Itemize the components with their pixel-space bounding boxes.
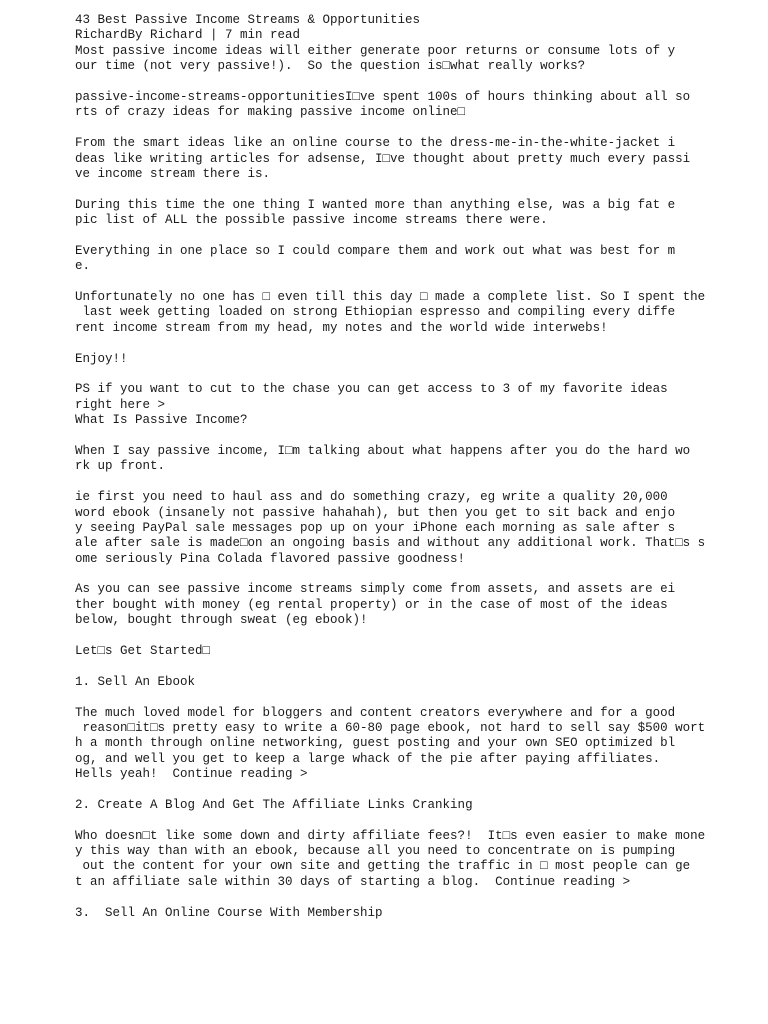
paragraph-line: When I say passive income, I□m talking about what happens after you do the hard wo	[75, 443, 691, 458]
paragraph-line: During this time the one thing I wanted more than anything else, was a big fat e	[75, 197, 676, 212]
paragraph-gap	[75, 890, 755, 905]
paragraph-line: below, bought through sweat (eg ebook)!	[75, 613, 368, 628]
paragraph-line: rts of crazy ideas for making passive income online□	[75, 105, 466, 120]
paragraph-line: rent income stream from my head, my notes and the world wide interwebs!	[75, 320, 608, 335]
paragraph-line: passive-income-streams-opportunitiesI□ve spent 100s of hours thinking about all so	[75, 89, 691, 104]
document-page	[75, 13, 755, 921]
paragraph-line: ve income stream there is.	[75, 166, 271, 181]
paragraph-line: e.	[75, 259, 91, 274]
paragraph-gap	[75, 813, 755, 828]
paragraph-line: Who doesn□t like some down and dirty affiliate fees?! It□s even easier to make mone	[75, 828, 706, 843]
paragraph-line: word ebook (insanely not passive hahahah), but then you get to sit back and enjo	[75, 505, 676, 520]
document-title: 43 Best Passive Income Streams & Opportunities	[75, 13, 421, 27]
section-heading: 2. Create A Blog And Get The Affiliate Links Cranking	[75, 797, 473, 812]
paragraph-gap	[75, 228, 755, 243]
paragraph-line: Hells yeah! Continue reading >	[75, 767, 308, 782]
paragraph-line: h a month through online networking, guest posting and your own SEO optimized bl	[75, 736, 676, 751]
paragraph-line: ome seriously Pina Colada flavored passive goodness!	[75, 551, 466, 566]
section-heading: 1. Sell An Ebook	[75, 674, 196, 689]
paragraph-gap	[75, 275, 755, 290]
paragraph-line: Let□s Get Started□	[75, 644, 211, 659]
paragraph-line: t an affiliate sale within 30 days of starting a blog. Continue reading >	[75, 874, 631, 889]
paragraph-line: y seeing PayPal sale messages pop up on your iPhone each morning as sale after s	[75, 520, 676, 535]
paragraph-gap	[75, 429, 755, 444]
paragraph-line: last week getting loaded on strong Ethiopian espresso and compiling every diffe	[75, 305, 676, 320]
paragraph-line: ther bought with money (eg rental property) or in the case of most of the ideas	[75, 597, 668, 612]
document-byline: RichardBy Richard | 7 min read	[75, 28, 301, 43]
paragraph-gap	[75, 629, 755, 644]
paragraph-line: As you can see passive income streams simply come from assets, and assets are ei	[75, 582, 676, 597]
paragraph-line: ale after sale is made□on an ongoing basis and without any additional work. That□s s	[75, 536, 706, 551]
paragraph-line: Enjoy!!	[75, 351, 128, 366]
intro-line: Most passive income ideas will either generate poor returns or consume lots of y	[75, 43, 676, 58]
paragraph-gap	[75, 475, 755, 490]
intro-line: our time (not very passive!). So the question is□what really works?	[75, 59, 586, 74]
section-heading: What Is Passive Income?	[75, 413, 248, 428]
paragraph-gap	[75, 659, 755, 674]
paragraph-line: Everything in one place so I could compare them and work out what was best for m	[75, 243, 676, 258]
paragraph-line: Unfortunately no one has □ even till this day □ made a complete list. So I spent the	[75, 290, 706, 305]
paragraph-gap	[75, 690, 755, 705]
paragraph-gap	[75, 783, 755, 798]
paragraph-line: og, and well you get to keep a large whack of the pie after paying affiliates.	[75, 751, 661, 766]
paragraph-line: rk up front.	[75, 459, 166, 474]
paragraph-line: pic list of ALL the possible passive income streams there were.	[75, 213, 548, 228]
paragraph-line: PS if you want to cut to the chase you can get access to 3 of my favorite ideas	[75, 382, 668, 397]
paragraph-gap	[75, 75, 755, 90]
paragraph-line: From the smart ideas like an online course to the dress-me-in-the-white-jacket i	[75, 136, 676, 151]
paragraph-line: ie first you need to haul ass and do something crazy, eg write a quality 20,000	[75, 490, 668, 505]
paragraph-line: right here >	[75, 397, 166, 412]
paragraph-gap	[75, 367, 755, 382]
paragraph-line: y this way than with an ebook, because all you need to concentrate on is pumping	[75, 844, 676, 859]
section-heading: 3. Sell An Online Course With Membership	[75, 905, 383, 920]
paragraph-line: deas like writing articles for adsense, I□ve thought about pretty much every passi	[75, 151, 691, 166]
paragraph-line: reason□it□s pretty easy to write a 60-80 page ebook, not hard to sell say $500 wort	[75, 720, 706, 735]
paragraph-line: out the content for your own site and getting the traffic in □ most people can ge	[75, 859, 691, 874]
paragraph-gap	[75, 121, 755, 136]
paragraph-gap	[75, 567, 755, 582]
paragraph-gap	[75, 336, 755, 351]
paragraph-line: The much loved model for bloggers and content creators everywhere and for a good	[75, 705, 676, 720]
paragraph-gap	[75, 182, 755, 197]
